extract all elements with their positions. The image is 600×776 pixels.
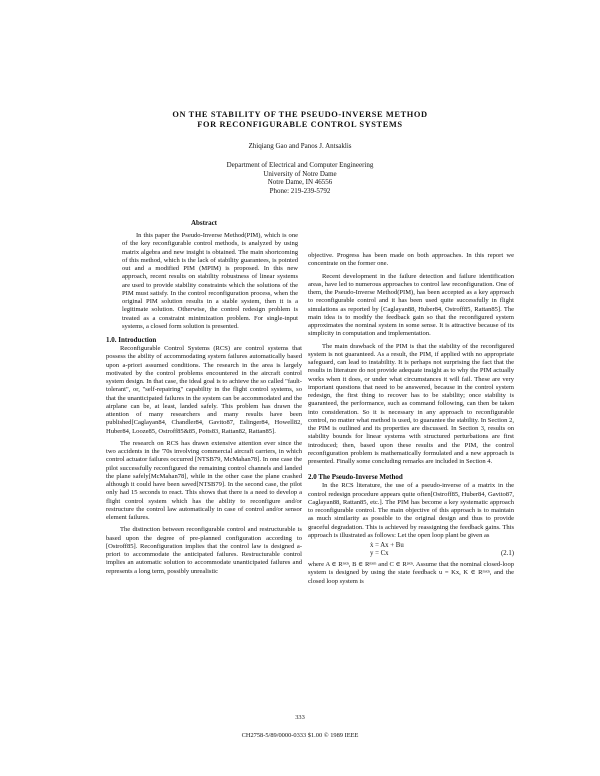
right-paragraph-2: Recent development in the failure detection and failure identification areas, have led to numerous approaches to control law reconfiguration. One of them, the Pseudo-Inverse Method(PIM), has been accepted as a key approach to reconfigurable control and it has been used quite successfully in flight simulations as reported by [Caglayan88, Huber84, Ostroff85, Rattan85]. The main idea is to modify the feedback gain so that the reconfigured system approximates the nominal system in some sense. It is attractive because of its simplicity in computation and implementation.: [308, 272, 514, 338]
affiliation-phone: Phone: 219-239-5792: [269, 187, 331, 195]
affiliation-dept: Department of Electrical and Computer Engineering: [226, 161, 374, 169]
paper-title-line-2: FOR RECONFIGURABLE CONTROL SYSTEMS: [197, 120, 403, 129]
abstract-heading: Abstract: [190, 219, 218, 227]
equation-line-1: ẋ = Ax + Bu: [370, 542, 404, 549]
intro-heading: 1.0. Introduction: [106, 336, 157, 344]
right-paragraph-3: The main drawback of the PIM is that the stability of the reconfigured system is not guaranteed. As a result, the PIM, if applied with no appropriate safeguard, can lead to instability. It is perhaps not surprising the fact that the results in literature do not provide adequate insight as to why the PIM actually works when it does, or under what circumstances it will fail. These are very important questions that need to be answered, because in the control system redesign, the first thing to recover has to be stability; once stability is guaranteed, the performance, such as command following, can then be taken into consideration. So it is necessary in any approach to reconfigurable control, no matter what method is used, to guarantee the stability. In Section 2, the PIM is outlined and its properties are discussed. In Section 3, results on stability bounds for linear systems with structured perturbations are first introduced; then, based upon these results and the PIM, the control reconfiguration problem is mathematically formulated and a new approach is presented. Finally some concluding remarks are included in Section 4.: [308, 342, 514, 465]
equation-2-1: [308, 542, 514, 560]
right-paragraph-5: where A ∈ Rⁿˣⁿ, B ∈ Rⁿˣᵐ and C ∈ Rᵖˣⁿ. Assume that the nominal closed-loop system is designed by using the state feedback u = Kx, K ∈ Rᵐˣⁿ, and the closed loop system is: [308, 561, 514, 585]
equation-line-2: y = Cx: [370, 550, 389, 557]
authors: Zhiqiang Gao and Panos J. Antsaklis: [248, 142, 352, 150]
page-number: 333: [295, 714, 305, 721]
right-paragraph-4: In the RCS literature, the use of a pseudo-inverse of a matrix in the control redesign procedure appears quite often[Ostroff85, Huber84, Gavito87, Caglayan88, Rattan85, etc.]. The PIM has become a key systematic approach to reconfigurable control. The main objective of this approach is to maintain as much similarity as possible to the original design and thus to provide graceful degradation. This is achieved by reassigning the feedback gains. This approach is illustrated as follows: Let the open loop plant be given as: [308, 482, 514, 539]
paper-title-line-1: ON THE STABILITY OF THE PSEUDO-INVERSE METHOD: [172, 110, 428, 119]
section-2-heading: 2.0 The Pseudo-Inverse Method: [308, 473, 403, 482]
affiliation-city: Notre Dame, IN 46556: [267, 178, 333, 186]
right-column: [308, 252, 514, 586]
intro-paragraph-2: The research on RCS has drawn extensive attention ever since the two accidents in the '70s involving commercial aircraft carriers, in which control actuator failures occurred [NTSB79, McMahan78]. In one case the pilot successfully reconfigured the remaining control channels and landed the plane safely[McMahan78], while in the other case the plane crashed although it could have been saved[NTSB79]. In the second case, the pilot only had 15 seconds to react. This shows that there is a need to develop a flight control system which has the ability to reconfigure and/or restructure the control law automatically in case of control and/or sensor element failures.: [106, 439, 302, 521]
intro-paragraph-3: The distinction between reconfigurable control and restructurable is based upon the degree of pre-planned configuration according to [Ostroff85]. Reconfiguration implies that the control law is designed a-priori to accommodate the anticipated failures. Restructurable control implies an automatic solution to accommodate unanticipated failures and represents a long term, possibly unrealistic: [106, 526, 302, 575]
abstract-text: In this paper the Pseudo-Inverse Method(PIM), which is one of the key reconfigurable control methods, is analyzed by using matrix algebra and new insight is obtained. The main shortcoming of this method, which is the lack of stability guarantees, is pointed out and a modified PIM (MPIM) is proposed. In this new approach, recent results on stability robustness of linear systems are used to provide stability constraints which the solutions of the PIM must satisfy. In the control reconfiguration process, when the original PIM solution results in a stable system, then it is a legitimate solution. Otherwise, the control redesign problem is treated as a constraint minimization problem. For single-input systems, a closed form solution is presented.: [122, 232, 298, 330]
right-paragraph-1: objective. Progress has been made on both approaches. In this report we concentrate on the former one.: [308, 252, 514, 268]
intro-paragraph-1: Reconfigurable Control Systems (RCS) are control systems that possess the ability of accommodating system failures automatically based upon a-priori assumed conditions. The research in the area is largely motivated by the control problems encountered in the aircraft control system design. In that case, the ideal goal is to achieve the so called "fault-tolerant", or, "self-repairing" capability in the flight control systems, so that the unanticipated failures in the system can be accommodated and the airplane can be, at least, landed safely. This problem has drawn the attention of many researchers and many results have been published[Caglayan84, Chandler84, Gavito87, Eslinger84, Howell82, Huber84, Looze85, Ostroff85&85, Potts83, Rattan82, Rattan85].: [106, 345, 302, 435]
equation-number: (2.1): [500, 550, 514, 557]
footer-code: CH2758-5/89/0000-0333 $1.00 © 1989 IEEE: [241, 732, 359, 739]
left-column: [106, 212, 302, 576]
affiliation-university: University of Notre Dame: [263, 170, 337, 178]
